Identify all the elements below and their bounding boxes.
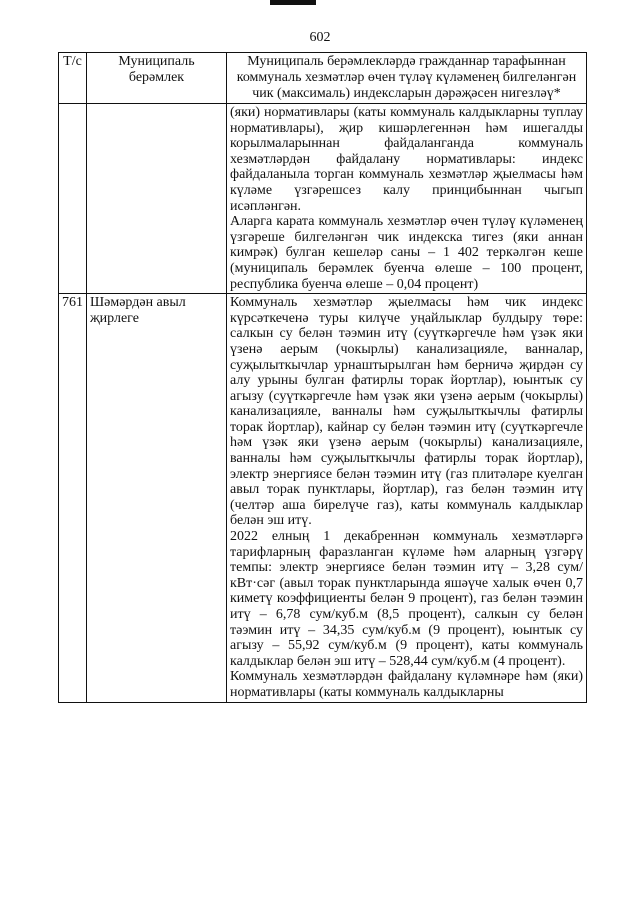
- justification-paragraph: Аларга карата коммуналь хезмәтләр өчен түләү күләменең үзгәреше билгеләнгән чик индекска тигез (яки аннан кимрәк) булган кешеләр саны – 1 402 теркәлгән кеше (муниципаль берәмлек буенча өлеше – 100 процент, республика буенча өлеше – 0,04 процент): [230, 214, 583, 292]
- justification-paragraph: 2022 елның 1 декабреннән коммуналь хезмәтләргә тарифларның фаразланган күләме һәм аларның үзгәрү темпы: электр энергиясе белән тәэмин итү – 3,28 сум/кВт·сәг (авыл торак пунктларында яшәүче халык өчен 0,7 киметү коэффициенты белән 9 процент), газ белән тәэмин итү – 6,78 сум/куб.м (8,5 процент), салкын су белән тәэмин итү – 34,35 сум/куб.м (9 процент), юынтык су агызу – 55,92 сум/куб.м (9 процент), каты коммуналь калдыклар белән эш итү – 528,44 сум/куб.м (4 процент).: [230, 529, 583, 669]
- row-number: [59, 104, 87, 294]
- row-number: 761: [59, 294, 87, 702]
- page-number: 602: [309, 30, 331, 45]
- row-justification: [227, 104, 587, 294]
- row-municipality: [87, 104, 227, 294]
- header-municipality: Муниципаль берәмлек: [87, 53, 227, 104]
- justification-paragraph: Коммуналь хезмәтләр җыелмасы һәм чик индекс күрсәткеченә туры килүче уңайлыклар булдыру төре: салкын су белән тәэмин итү (суүткәргечле һәм үзәк яки үзенә аерым (чокырлы) канализацияле, ванналар, суҗылыткычлар урнаштырылган һәм берничә җирдән су алу урыны булган фатирлы торак йортлар), юынтык су агызу (суүткәргечле һәм үзәк яки үзенә аерым (чокырлы) канализацияле, ванналы һәм суҗылыткычлы фатирлы торак йортлар), кайнар су белән тәэмин итү (суүткәргечле һәм үзәк яки үзенә аерым (чокырлы) канализацияле, ванналы һәм суҗылыткычлы фатирлы торак йортлар), электр энергиясе белән тәэмин итү (газ плитәләре куелган авыл торак пунктлары, йортлар), газ белән тәэмин итү (челтәр аша бирелүче газ), каты коммуналь калдыклар белән эш итү.: [230, 295, 583, 529]
- row-municipality: Шәмәрдән авыл җирлеге: [87, 294, 227, 702]
- table-row: [59, 104, 587, 294]
- table-row: [59, 294, 587, 702]
- justification-paragraph: Коммуналь хезмәтләрдән файдалану күләмнәре һәм (яки) нормативлары (каты коммуналь калдыкларны: [230, 669, 583, 700]
- index-table: [58, 52, 587, 703]
- header-index-justification: Муниципаль берәмлекләрдә гражданнар тарафыннан коммуналь хезмәтләр өчен түләү күләменең билгеләнгән чик (максималь) индексларын дәрәҗәсен нигезләү*: [227, 53, 587, 104]
- table-header-row: [59, 53, 587, 104]
- justification-paragraph: (яки) нормативлары (каты коммуналь калдыкларны туплау нормативлары), җир кишәрлегеннән һәм ишегалды корылмаларыннан файдаланганда коммуналь хезмәтләрдән файдалану нормативлары: индекс файдаланыла торган коммуналь хезмәтләр җыелмасы һәм күләме үзгәрешсез калу принцибыннан чыгып исәпләнгән.: [230, 105, 583, 214]
- top-edge-mark: [270, 0, 316, 5]
- row-justification: [227, 294, 587, 702]
- header-number: Т/с: [59, 53, 87, 104]
